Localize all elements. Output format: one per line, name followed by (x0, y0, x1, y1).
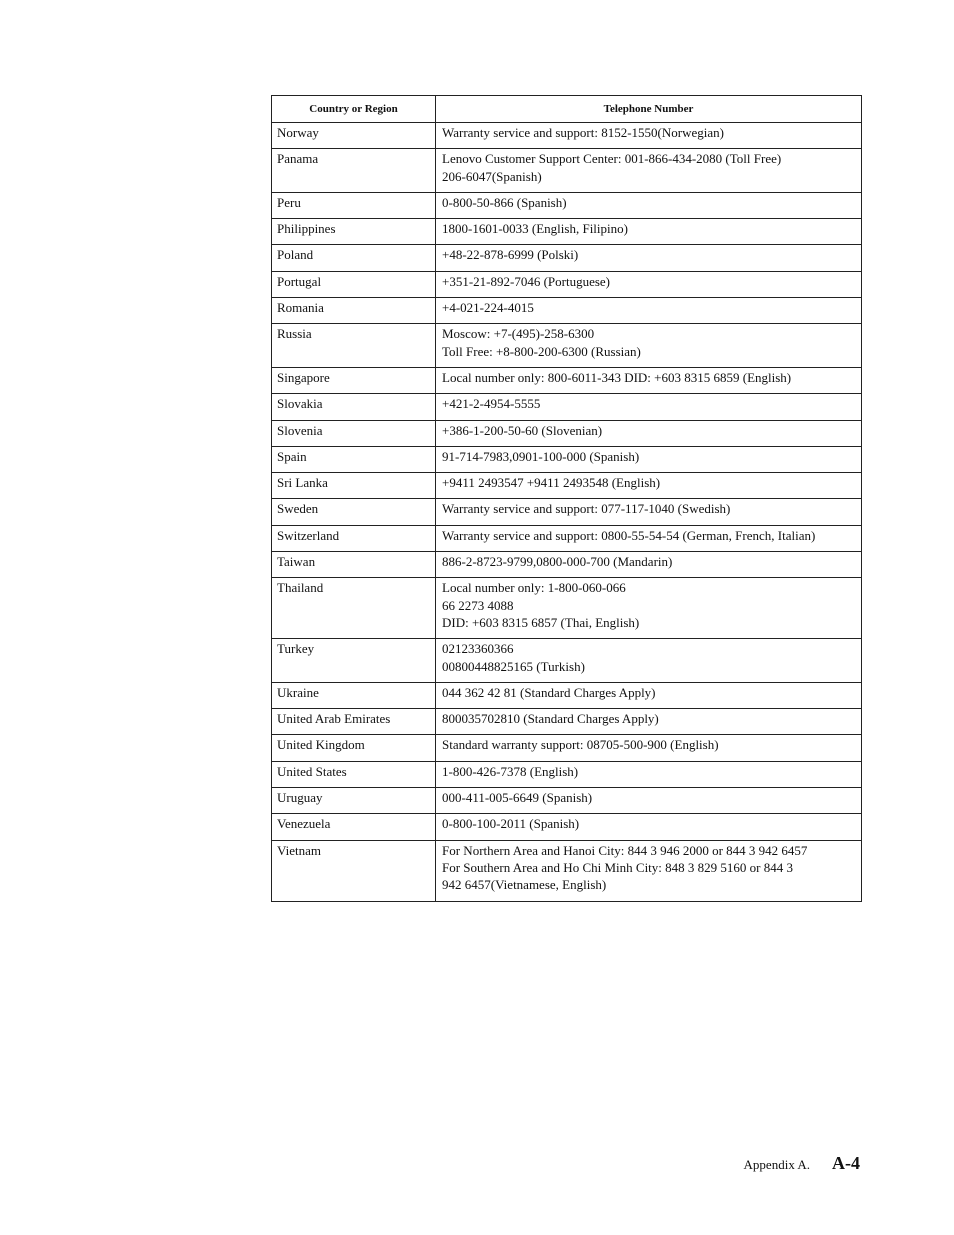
telephone-line: Local number only: 800-6011-343 DID: +603 8315 6859 (English) (442, 369, 792, 385)
table-row (272, 682, 862, 708)
telephone-line: 886-2-8723-9799,0800-000-700 (Mandarin) (442, 554, 673, 570)
telephone-cell (436, 271, 862, 297)
telephone-cell (436, 298, 862, 324)
country-cell: Vietnam (272, 840, 436, 901)
country-cell: Romania (272, 298, 436, 324)
country-cell: Norway (272, 123, 436, 149)
telephone-cell (436, 473, 862, 499)
country-cell: Spain (272, 446, 436, 472)
telephone-cell (436, 788, 862, 814)
telephone-line: DID: +603 8315 6857 (Thai, English) (442, 614, 640, 630)
telephone-line: +421-2-4954-5555 (442, 396, 541, 412)
country-cell: Slovenia (272, 420, 436, 446)
telephone-cell (436, 735, 862, 761)
table-row (272, 735, 862, 761)
telephone-cell (436, 394, 862, 420)
table-row (272, 123, 862, 149)
country-cell: Sweden (272, 499, 436, 525)
telephone-line: 0-800-50-866 (Spanish) (442, 194, 567, 210)
country-cell: Panama (272, 149, 436, 193)
telephone-line: 800035702810 (Standard Charges Apply) (442, 711, 659, 727)
telephone-line: 02123360366 (442, 641, 514, 657)
telephone-line: 91-714-7983,0901-100-000 (Spanish) (442, 448, 640, 464)
telephone-line: 000-411-005-6649 (Spanish) (442, 790, 593, 806)
telephone-line: 1-800-426-7378 (English) (442, 763, 579, 779)
telephone-cell (436, 840, 862, 901)
telephone-cell (436, 499, 862, 525)
country-cell: United Kingdom (272, 735, 436, 761)
table-row (272, 525, 862, 551)
telephone-cell (436, 814, 862, 840)
telephone-cell (436, 578, 862, 639)
support-phone-table (271, 95, 862, 902)
table-row (272, 219, 862, 245)
table-row (272, 420, 862, 446)
table-row (272, 814, 862, 840)
country-cell: Poland (272, 245, 436, 271)
telephone-line: 206-6047(Spanish) (442, 168, 542, 184)
telephone-cell (436, 446, 862, 472)
country-cell: Russia (272, 324, 436, 368)
telephone-line: For Northern Area and Hanoi City: 844 3 946 2000 or 844 3 942 6457 (442, 842, 808, 858)
telephone-line: 66 2273 4088 (442, 597, 514, 613)
telephone-line: 0-800-100-2011 (Spanish) (442, 816, 580, 832)
telephone-line: Moscow: +7-(495)-258-6300 (442, 326, 595, 342)
telephone-cell (436, 761, 862, 787)
telephone-line: For Southern Area and Ho Chi Minh City: 848 3 829 5160 or 844 3 (442, 859, 793, 875)
country-cell: Philippines (272, 219, 436, 245)
country-cell: Uruguay (272, 788, 436, 814)
table-row (272, 761, 862, 787)
telephone-line: Lenovo Customer Support Center: 001-866-434-2080 (Toll Free) (442, 151, 782, 167)
telephone-line: 044 362 42 81 (Standard Charges Apply) (442, 684, 656, 700)
telephone-cell (436, 149, 862, 193)
table-row (272, 367, 862, 393)
table-row (272, 473, 862, 499)
country-cell: Sri Lanka (272, 473, 436, 499)
country-cell: Turkey (272, 639, 436, 683)
telephone-cell (436, 367, 862, 393)
telephone-line: +386-1-200-50-60 (Slovenian) (442, 422, 603, 438)
telephone-line: Warranty service and support: 077-117-1040 (Swedish) (442, 501, 731, 517)
country-cell: United Arab Emirates (272, 709, 436, 735)
telephone-line: Warranty service and support: 8152-1550(Norwegian) (442, 125, 724, 140)
telephone-cell (436, 552, 862, 578)
table-row (272, 639, 862, 683)
country-cell: Thailand (272, 578, 436, 639)
country-cell: Peru (272, 192, 436, 218)
table-row (272, 298, 862, 324)
telephone-cell (436, 123, 862, 149)
telephone-line: 00800448825165 (Turkish) (442, 658, 585, 674)
table-row (272, 499, 862, 525)
country-cell: United States (272, 761, 436, 787)
table-row (272, 149, 862, 193)
country-cell: Taiwan (272, 552, 436, 578)
table-header-row (272, 96, 862, 123)
telephone-line: 1800-1601-0033 (English, Filipino) (442, 221, 628, 237)
table-row (272, 271, 862, 297)
table-row (272, 788, 862, 814)
telephone-line: 942 6457(Vietnamese, English) (442, 877, 607, 893)
table-row (272, 245, 862, 271)
country-cell: Venezuela (272, 814, 436, 840)
table-row (272, 446, 862, 472)
table-row (272, 394, 862, 420)
column-header-telephone: Telephone Number (436, 96, 862, 123)
table-body (272, 123, 862, 902)
telephone-line: Local number only: 1-800-060-066 (442, 580, 626, 596)
table-row (272, 192, 862, 218)
telephone-line: +351-21-892-7046 (Portuguese) (442, 273, 610, 289)
country-cell: Slovakia (272, 394, 436, 420)
telephone-cell (436, 682, 862, 708)
table-row (272, 552, 862, 578)
telephone-cell (436, 324, 862, 368)
telephone-cell (436, 709, 862, 735)
page-number: A-4 (832, 1153, 860, 1173)
footer-section-label: Appendix A. (743, 1157, 810, 1172)
telephone-cell (436, 420, 862, 446)
telephone-cell (436, 245, 862, 271)
country-cell: Singapore (272, 367, 436, 393)
country-cell: Switzerland (272, 525, 436, 551)
country-cell: Ukraine (272, 682, 436, 708)
telephone-cell (436, 219, 862, 245)
table-row (272, 840, 862, 901)
telephone-line: +9411 2493547 +9411 2493548 (English) (442, 475, 661, 491)
telephone-line: Standard warranty support: 08705-500-900 (English) (442, 737, 719, 753)
telephone-line: +4-021-224-4015 (442, 300, 534, 316)
telephone-line: Warranty service and support: 0800-55-54-54 (German, French, Italian) (442, 527, 816, 543)
telephone-cell (436, 192, 862, 218)
page-footer (744, 1153, 860, 1174)
telephone-cell (436, 639, 862, 683)
table-row (272, 324, 862, 368)
telephone-cell (436, 525, 862, 551)
column-header-country: Country or Region (272, 96, 436, 123)
telephone-line: +48-22-878-6999 (Polski) (442, 247, 579, 263)
table-row (272, 578, 862, 639)
table-row (272, 709, 862, 735)
telephone-line: Toll Free: +8-800-200-6300 (Russian) (442, 343, 641, 359)
country-cell: Portugal (272, 271, 436, 297)
